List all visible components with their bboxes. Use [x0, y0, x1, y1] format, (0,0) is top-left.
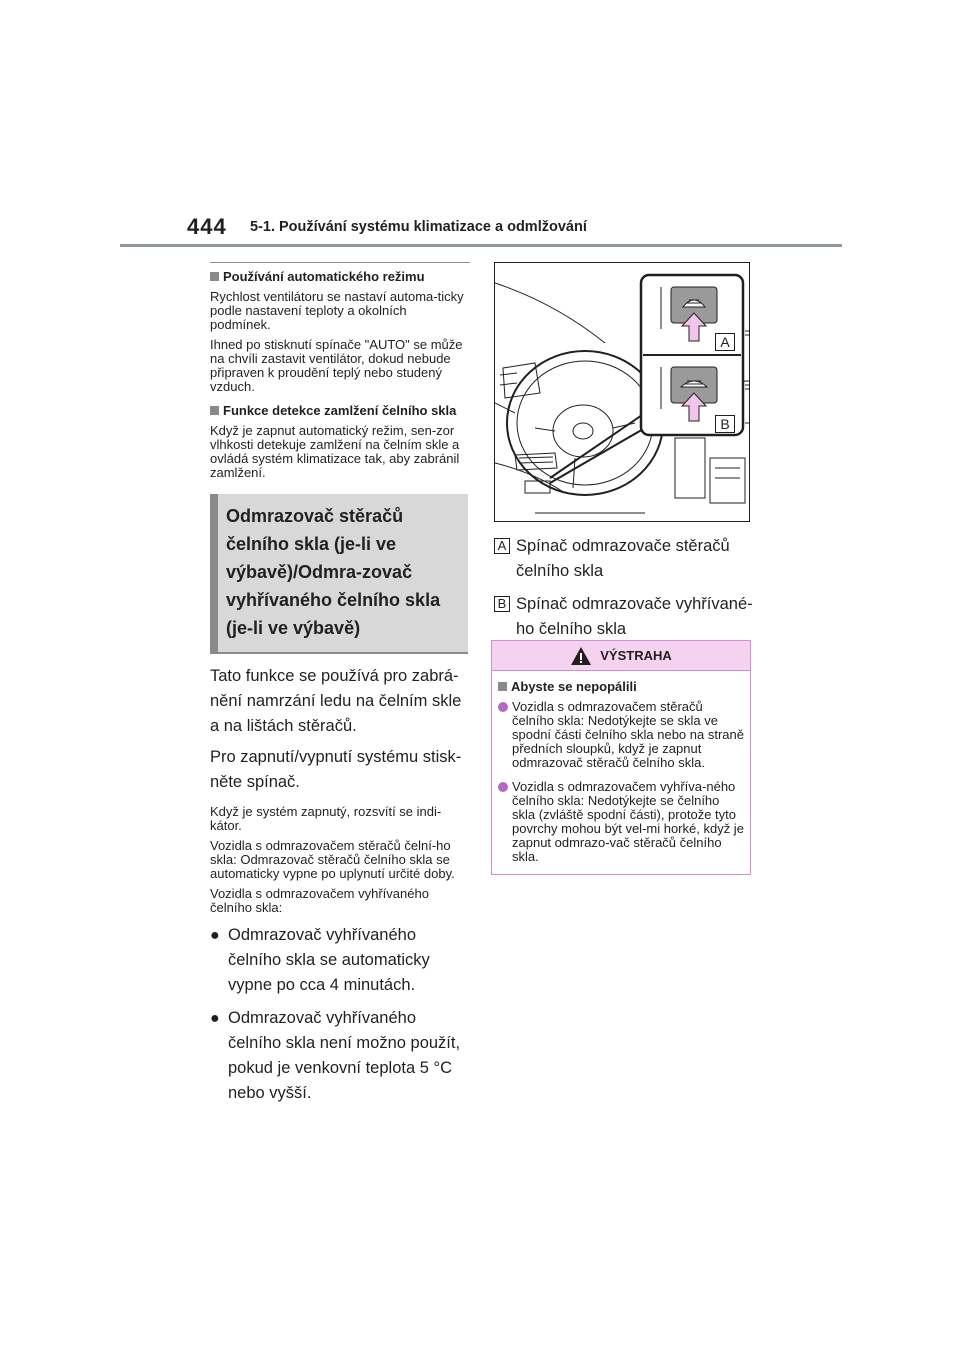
square-bullet-icon — [210, 272, 219, 281]
auto-mode-block — [210, 262, 470, 394]
list-item: ● Odmrazovač vyhřívaného čelního skla není možno použít, pokud je venkovní teplota 5 °C nebo vyšší. — [210, 1006, 470, 1106]
section-heading: Odmrazovač stěračů čelního skla (je-li ve výbavě)/Odmra-zovač vyhřívaného čelního skla (je-li ve výbavě) — [210, 494, 468, 654]
left-column — [210, 262, 470, 1106]
warning-item: Vozidla s odmrazovačem stěračů čelního skla: Nedotýkejte se skla ve spodní části čelního skla nebo na straně předních sloupků, když je zapnut odmrazovač stěračů čelního skla. — [498, 700, 744, 770]
fog-detect-heading: Funkce detekce zamlžení čelního skla — [210, 403, 470, 418]
note-text-3: Vozidla s odmrazovačem vyhřívaného čelního skla: — [210, 886, 429, 915]
note-text-1: Když je systém zapnutý, rozsvítí se indi-kátor. — [210, 804, 442, 833]
chapter-title: 5-1. Používání systému klimatizace a odmlžování — [250, 219, 587, 235]
bullet-dot-icon — [498, 782, 508, 792]
caption-text-a: Spínač odmrazovače stěračů čelního skla — [516, 537, 730, 580]
right-column — [494, 262, 754, 642]
bullet-dot-icon: ● — [210, 1010, 220, 1027]
warning-header — [492, 641, 750, 671]
warning-subheading: Abyste se nepopálili — [498, 679, 744, 694]
label-a: A — [715, 333, 735, 351]
body-text-1: Tato funkce se používá pro zabrá-nění namrzání ledu na čelním skle a na lištách stěračů. — [210, 667, 462, 735]
auto-mode-text-1: Rychlost ventilátoru se nastaví automa-ticky podle nastavení teploty a okolních podmínek. — [210, 289, 464, 332]
bullet-dot-icon: ● — [210, 927, 220, 944]
fog-detect-text: Když je zapnut automatický režim, sen-zor vlhkosti detekuje zamlžení na čelním skle a ovládá systém klimatizace tak, aby zabránil zamlžení. — [210, 423, 460, 480]
dashboard-illustration — [494, 262, 750, 522]
body-text-2: Pro zapnutí/vypnutí systému stisk-něte spínač. — [210, 748, 462, 791]
dashboard-drawing — [495, 263, 750, 522]
caption-tag-a: A — [494, 538, 510, 554]
label-b: B — [715, 415, 735, 433]
page-number: 444 — [187, 214, 227, 239]
warning-body — [492, 671, 750, 874]
warning-triangle-icon — [570, 646, 592, 666]
caption-text-b: Spínač odmrazovače vyhřívané-ho čelního skla — [516, 595, 753, 638]
note-text-2: Vozidla s odmrazovačem stěračů čelní-ho skla: Odmrazovač stěračů čelního skla se automaticky vypne po uplynutí určité doby. — [210, 838, 455, 881]
caption-b — [494, 592, 754, 642]
warning-item: Vozidla s odmrazovačem vyhříva-ného čelního skla: Nedotýkejte se čelního skla (zvláště spodní části), protože tyto povrchy mohou být vel-mi horké, když je zapnut odmrazo-vač stěračů čelního skla. — [498, 780, 744, 864]
auto-mode-text-2: Ihned po stisknutí spínače "AUTO" se může na chvíli zastavit ventilátor, dokud nebude připraven k proudění teplý nebo studený vzduch. — [210, 337, 463, 394]
header-divider — [120, 244, 842, 247]
warning-box — [491, 640, 751, 875]
bullet-dot-icon — [498, 702, 508, 712]
caption-tag-b: B — [494, 596, 510, 612]
list-item: ● Odmrazovač vyhřívaného čelního skla se automaticky vypne po cca 4 minutách. — [210, 923, 470, 998]
auto-mode-heading: Používání automatického režimu — [210, 269, 470, 284]
square-bullet-icon — [498, 682, 507, 691]
warning-title: VÝSTRAHA — [600, 648, 672, 663]
fog-detect-block — [210, 403, 470, 480]
caption-a — [494, 534, 754, 584]
square-bullet-icon — [210, 406, 219, 415]
